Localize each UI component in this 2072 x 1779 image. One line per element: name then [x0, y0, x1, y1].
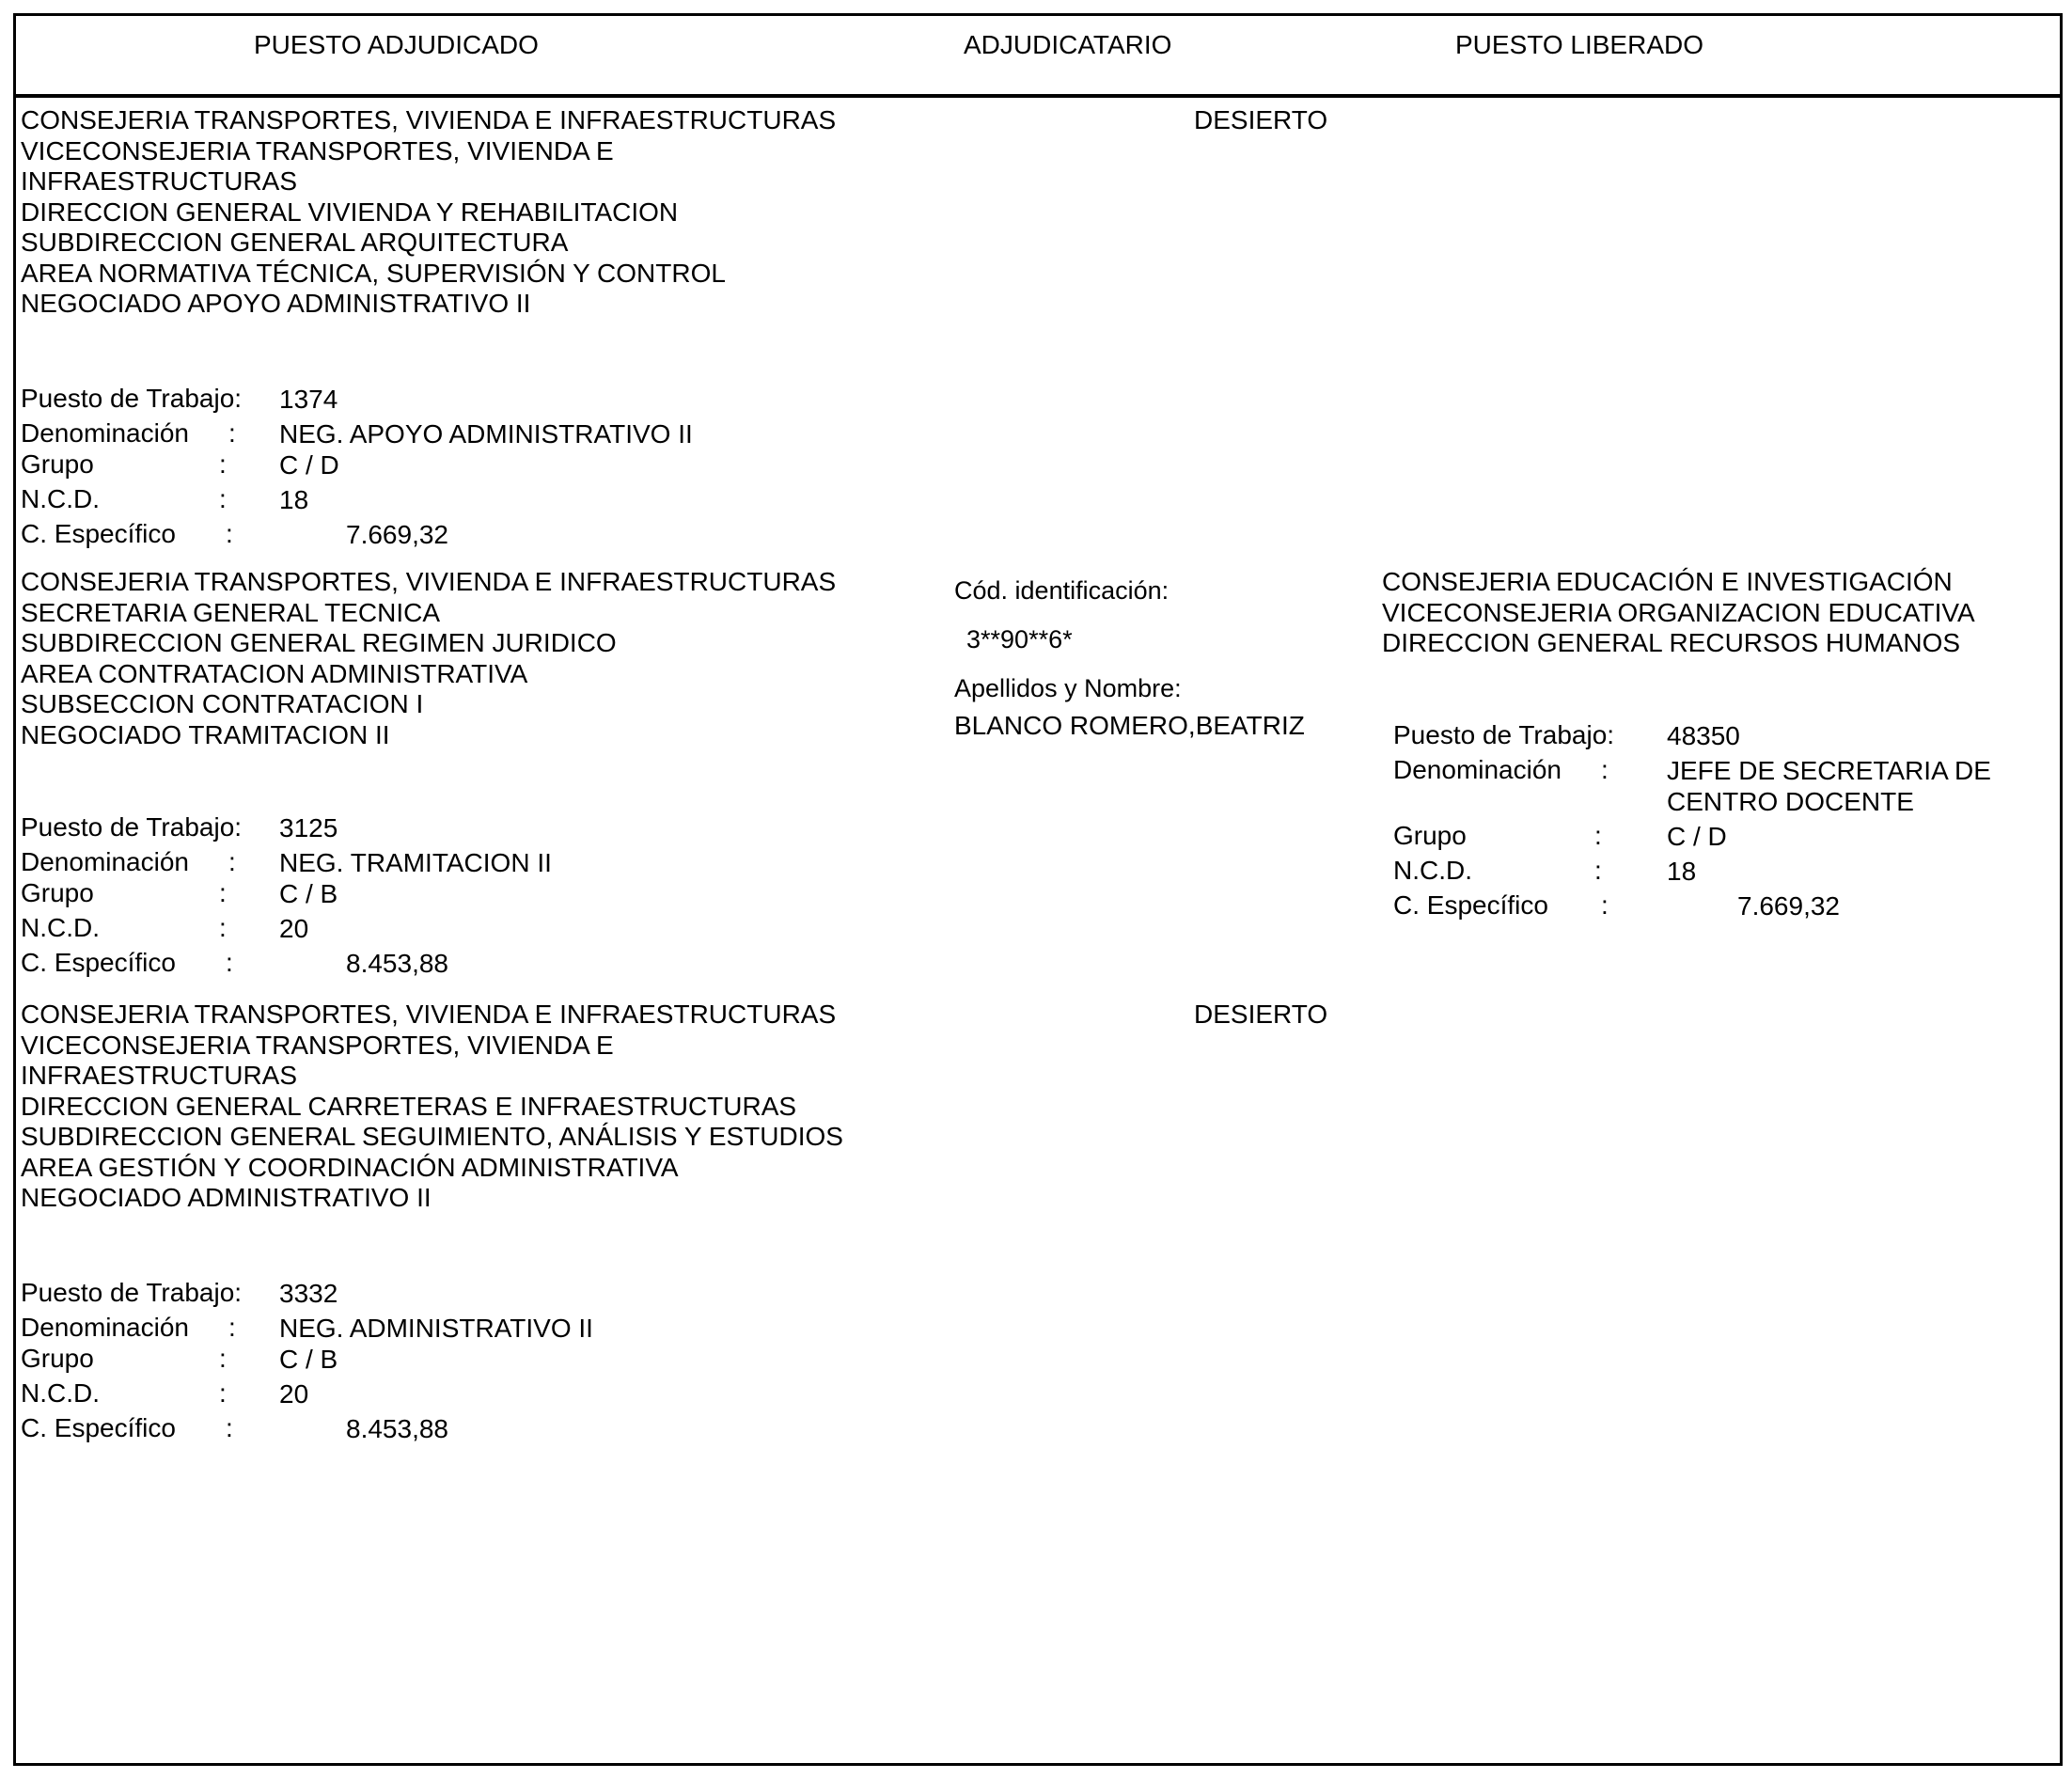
- value-grupo: C / B: [279, 879, 338, 908]
- label-especifico: C. Específico: [21, 1413, 176, 1442]
- label-denominacion: Denominación: [1393, 755, 1562, 784]
- colon: :: [228, 847, 236, 876]
- label-denominacion: Denominación: [21, 418, 189, 448]
- colon: :: [219, 1344, 227, 1373]
- colon: :: [219, 1378, 227, 1408]
- label-grupo: Grupo: [1393, 821, 1467, 850]
- org-line: CONSEJERIA TRANSPORTES, VIVIENDA E INFRAESTRUCTURAS: [21, 105, 837, 134]
- label-ncd: N.C.D.: [21, 913, 100, 942]
- org-line: INFRAESTRUCTURAS: [21, 166, 298, 196]
- denominacion-line: CENTRO DOCENTE: [1667, 787, 1914, 816]
- colon: :: [219, 878, 227, 907]
- colon: :: [226, 1413, 233, 1442]
- label-puesto: Puesto de Trabajo:: [21, 812, 243, 842]
- org-line: VICECONSEJERIA TRANSPORTES, VIVIENDA E: [21, 1030, 614, 1060]
- value-puesto: 3332: [279, 1279, 338, 1308]
- entry-3-adjudicatario-desierto: DESIERTO: [1194, 1000, 1328, 1029]
- org-line: CONSEJERIA TRANSPORTES, VIVIENDA E INFRAESTRUCTURAS: [21, 1000, 837, 1029]
- label-ncd: N.C.D.: [21, 484, 100, 513]
- entry-2-liberado-organization: [1382, 567, 1975, 659]
- colon: :: [219, 484, 227, 513]
- label-denominacion: Denominación: [21, 1313, 189, 1342]
- entry-1-adjudicatario-desierto: DESIERTO: [1194, 105, 1328, 134]
- label-puesto: Puesto de Trabajo:: [21, 384, 243, 413]
- org-line: DIRECCION GENERAL RECURSOS HUMANOS: [1382, 628, 1961, 657]
- org-line: NEGOCIADO TRAMITACION II: [21, 719, 390, 749]
- colon: :: [219, 449, 227, 479]
- label-grupo: Grupo: [21, 878, 94, 907]
- label-grupo: Grupo: [21, 449, 94, 479]
- org-line: AREA GESTIÓN Y COORDINACIÓN ADMINISTRATIVA: [21, 1152, 679, 1182]
- value-ncd: 18: [279, 485, 309, 514]
- label-especifico: C. Específico: [21, 519, 176, 548]
- org-line: SUBDIRECCION GENERAL ARQUITECTURA: [21, 228, 569, 257]
- value-especifico: 7.669,32: [346, 520, 448, 549]
- value-ncd: 20: [279, 1379, 309, 1409]
- colon: :: [226, 948, 233, 977]
- colon: :: [1594, 821, 1602, 850]
- colon: :: [228, 418, 236, 448]
- label-denominacion: Denominación: [21, 847, 189, 876]
- entry-3-details: [21, 1278, 867, 1448]
- value-especifico: 8.453,88: [346, 949, 448, 978]
- label-ncd: N.C.D.: [21, 1378, 100, 1408]
- label-puesto: Puesto de Trabajo:: [1393, 720, 1615, 749]
- entry-2-organization: [21, 567, 836, 750]
- org-line: DIRECCION GENERAL CARRETERAS E INFRAESTRUCTURAS: [21, 1091, 797, 1121]
- org-line: VICECONSEJERIA ORGANIZACION EDUCATIVA: [1382, 597, 1975, 627]
- label-especifico: C. Específico: [1393, 890, 1548, 920]
- label-puesto: Puesto de Trabajo:: [21, 1278, 243, 1307]
- value-grupo: C / D: [1667, 822, 1727, 851]
- value-puesto: 3125: [279, 813, 338, 842]
- value-apellidos-nombre: BLANCO ROMERO,BEATRIZ: [954, 711, 1305, 740]
- org-line: NEGOCIADO APOYO ADMINISTRATIVO II: [21, 289, 531, 318]
- header-puesto-adjudicado: PUESTO ADJUDICADO: [254, 30, 539, 59]
- colon: :: [1594, 856, 1602, 885]
- colon: :: [226, 519, 233, 548]
- value-ncd: 18: [1667, 857, 1697, 886]
- value-especifico: 7.669,32: [1737, 891, 1840, 921]
- value-denominacion: NEG. TRAMITACION II: [279, 848, 552, 877]
- value-grupo: C / D: [279, 450, 339, 480]
- denominacion-line: JEFE DE SECRETARIA DE: [1667, 756, 1991, 785]
- label-apellidos-nombre: Apellidos y Nombre:: [954, 674, 1182, 702]
- label-especifico: C. Específico: [21, 948, 176, 977]
- entry-2-details: [21, 812, 867, 983]
- org-line: INFRAESTRUCTURAS: [21, 1061, 298, 1090]
- value-puesto: 1374: [279, 385, 338, 414]
- org-line: SUBDIRECCION GENERAL SEGUIMIENTO, ANÁLISIS Y ESTUDIOS: [21, 1122, 843, 1151]
- value-ncd: 20: [279, 914, 309, 943]
- colon: :: [228, 1313, 236, 1342]
- label-cod-identificacion: Cód. identificación:: [954, 576, 1169, 605]
- header-adjudicatario: ADJUDICATARIO: [964, 30, 1172, 59]
- value-especifico: 8.453,88: [346, 1414, 448, 1443]
- colon: :: [1601, 890, 1609, 920]
- entry-1-organization: [21, 105, 836, 320]
- label-grupo: Grupo: [21, 1344, 94, 1373]
- header-puesto-liberado: PUESTO LIBERADO: [1455, 30, 1704, 59]
- org-line: DIRECCION GENERAL VIVIENDA Y REHABILITACION: [21, 197, 679, 227]
- value-denominacion: NEG. ADMINISTRATIVO II: [279, 1314, 593, 1343]
- colon: :: [219, 913, 227, 942]
- org-line: VICECONSEJERIA TRANSPORTES, VIVIENDA E: [21, 135, 614, 165]
- label-ncd: N.C.D.: [1393, 856, 1472, 885]
- org-line: NEGOCIADO ADMINISTRATIVO II: [21, 1183, 432, 1212]
- entry-3-organization: [21, 1000, 843, 1214]
- header-divider: [13, 94, 2063, 98]
- org-line: SUBDIRECCION GENERAL REGIMEN JURIDICO: [21, 628, 617, 657]
- entry-2-liberado-details: [1393, 720, 2051, 925]
- entry-1-details: [21, 384, 867, 554]
- value-grupo: C / B: [279, 1345, 338, 1374]
- value-cod-identificacion: 3**90**6*: [966, 625, 1073, 653]
- value-denominacion: NEG. APOYO ADMINISTRATIVO II: [279, 419, 693, 449]
- org-line: SUBSECCION CONTRATACION I: [21, 689, 424, 718]
- org-line: CONSEJERIA EDUCACIÓN E INVESTIGACIÓN: [1382, 567, 1953, 596]
- org-line: AREA CONTRATACION ADMINISTRATIVA: [21, 658, 528, 688]
- org-line: AREA NORMATIVA TÉCNICA, SUPERVISIÓN Y CONTROL: [21, 258, 726, 288]
- org-line: CONSEJERIA TRANSPORTES, VIVIENDA E INFRAESTRUCTURAS: [21, 567, 837, 596]
- value-denominacion: [1667, 755, 1991, 817]
- value-puesto: 48350: [1667, 721, 1740, 750]
- org-line: SECRETARIA GENERAL TECNICA: [21, 597, 441, 627]
- colon: :: [1601, 755, 1609, 784]
